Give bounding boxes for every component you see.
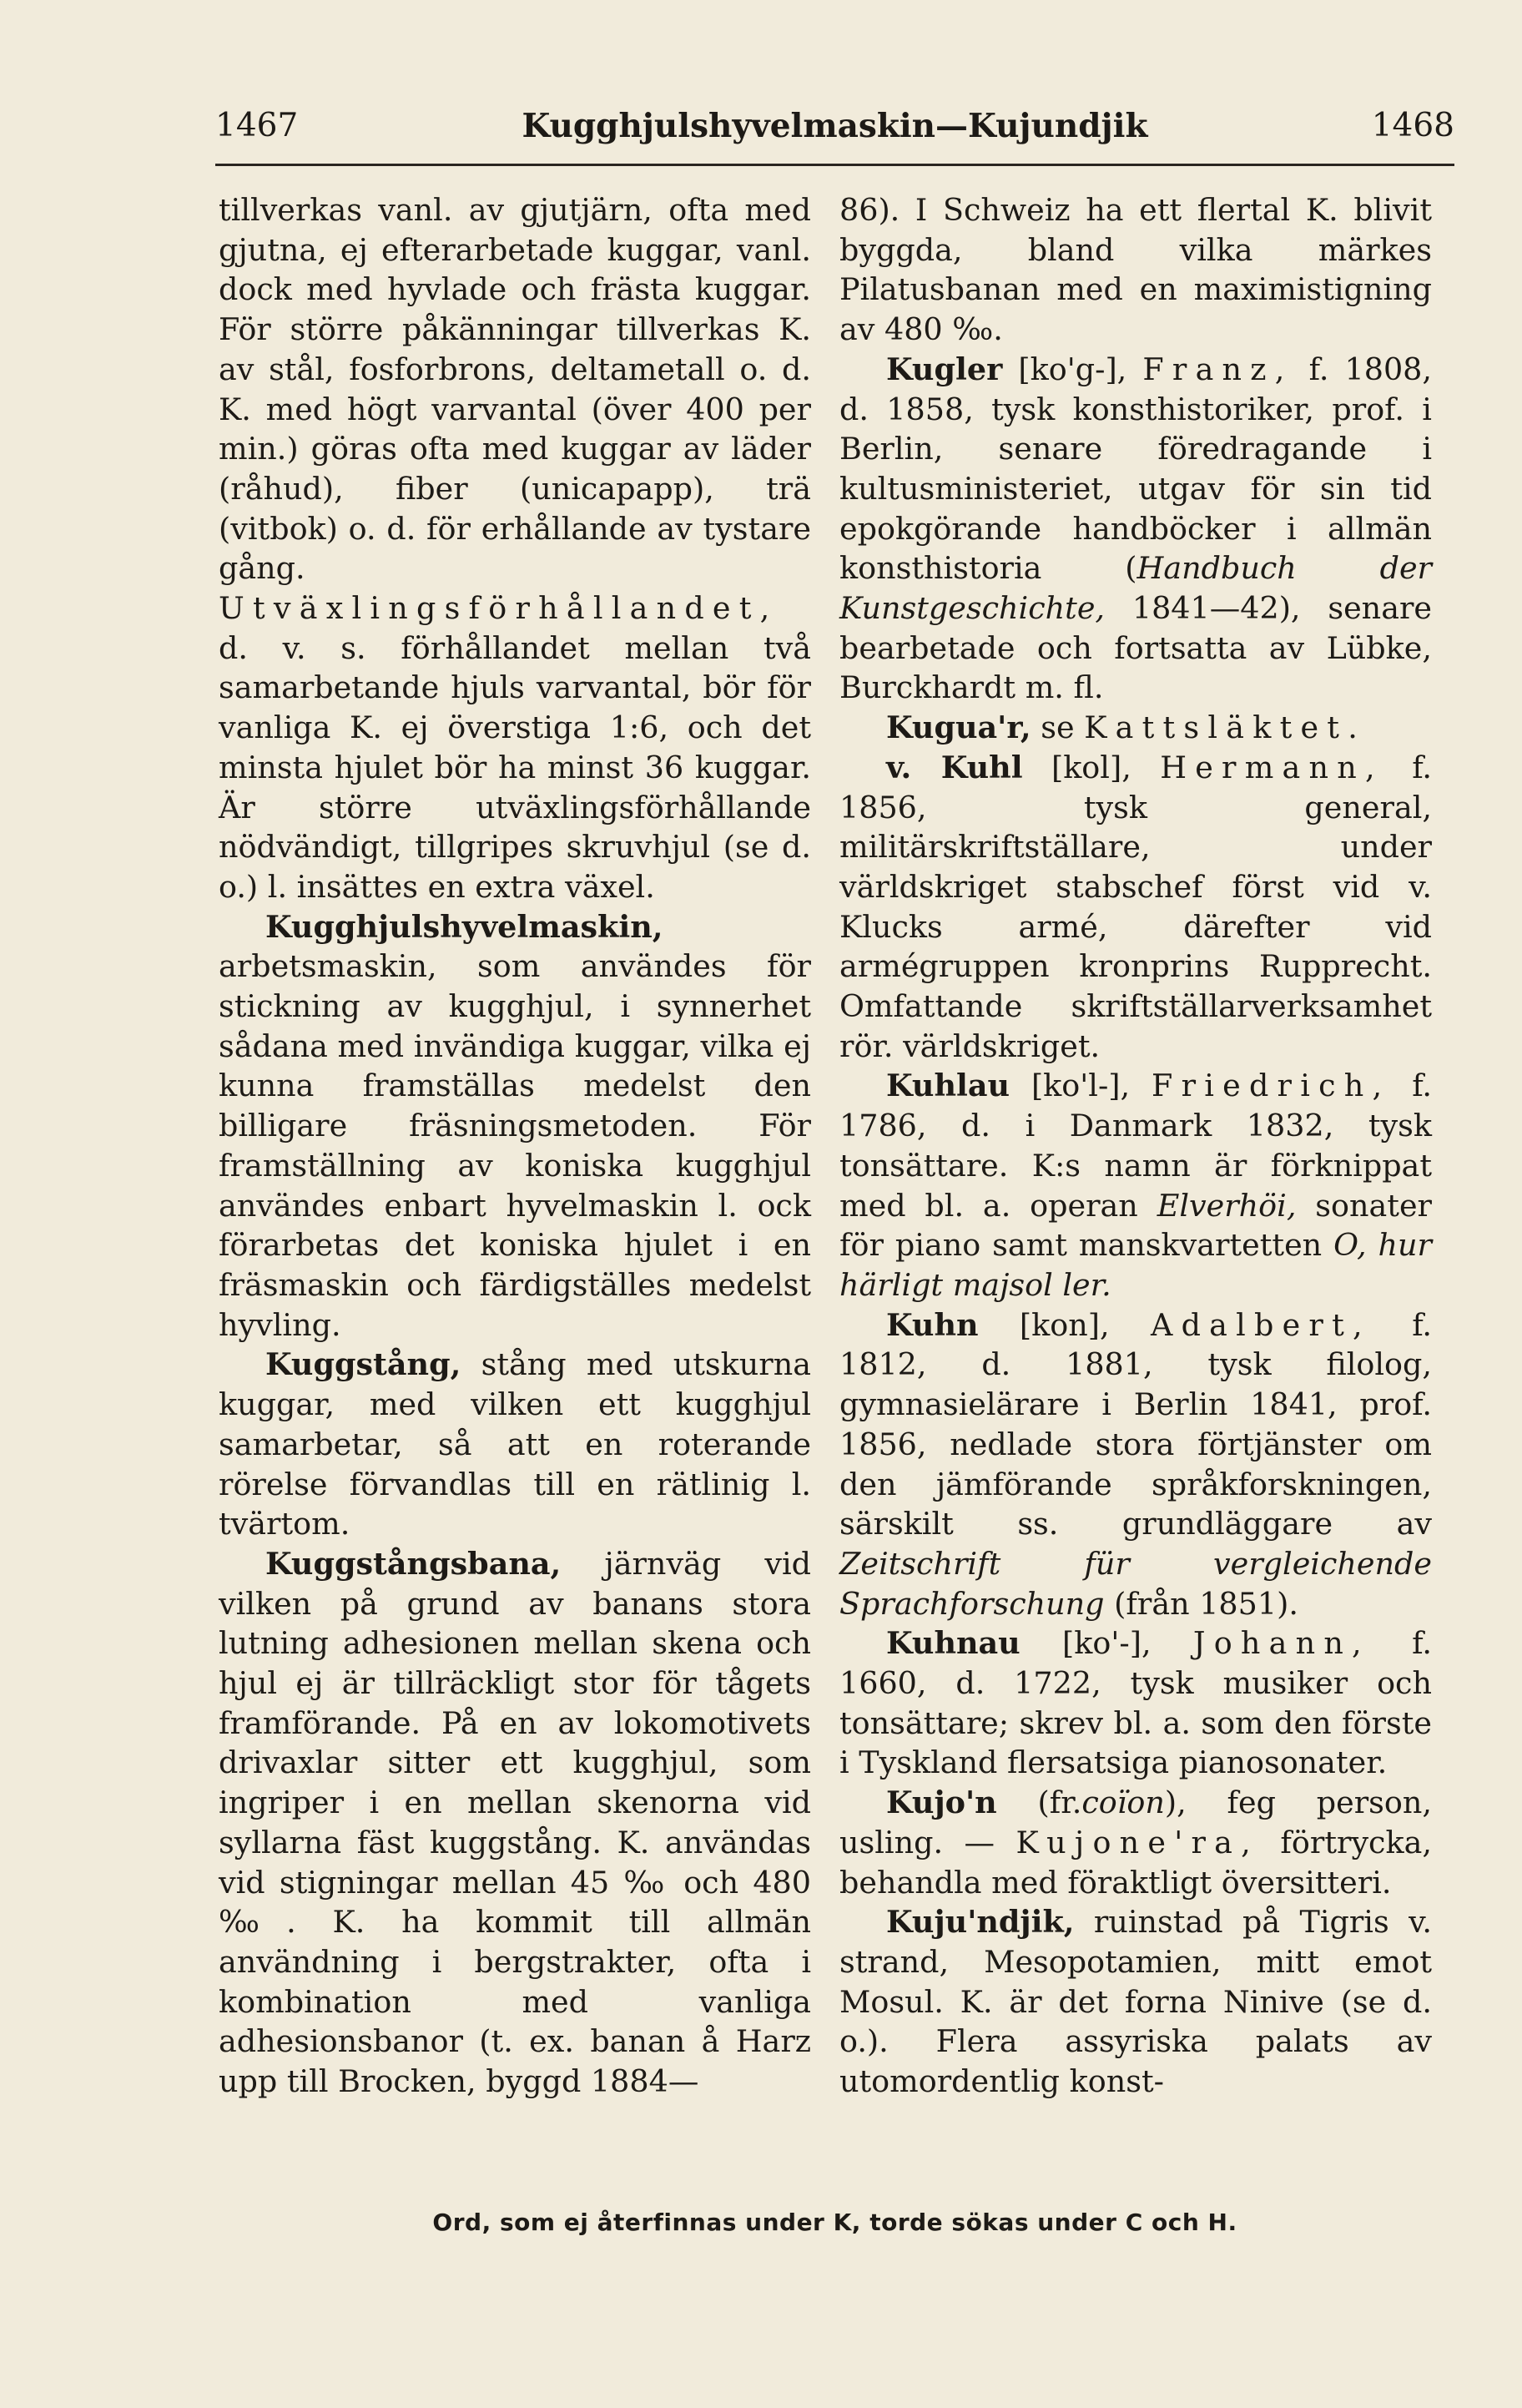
paragraph-text: d. v. s. förhållandet mellan två samarbetande hjuls varvantal, bör för vanliga K. ej överstiga 1:6, och det minsta hjulet bör ha minst 36 kuggar. Är större utväxlingsförhållande nödvändigt, tillgripes skruvhjul (se d. o.) l. insättes en extra växel. [219, 629, 811, 905]
entry-kuhlau [839, 1066, 1432, 1305]
entry-kugler [839, 350, 1432, 708]
entry-text: f. 1856, tysk general, militärskriftställare, under världskriget stabschef först vid v. Klucks armé, därefter vid armégruppen kronprins Rupprecht. Omfattande skriftställarverksamhet rör. världskriget. [839, 749, 1433, 1064]
right-column [839, 190, 1432, 2102]
entry-text: förtrycka, behandla med föraktligt översitteri. [839, 1824, 1432, 1901]
headword: Kugghjulshyvelmaskin, [265, 908, 663, 945]
page-number-right: 1468 [1371, 107, 1454, 144]
paragraph-text: 86). I Schweiz ha ett flertal K. blivit byggda, bland vilka märkes Pilatusbanan med en maximistigning av 480 ‰. [839, 192, 1432, 348]
headword: v. Kuhl [886, 749, 1023, 785]
entry-text: ), feg person, usling. — [839, 1785, 1432, 1860]
entry-kujon [839, 1783, 1432, 1902]
headword: Kugua'r, [886, 709, 1031, 746]
spaced-term: Utväxlingsförhållandet, [219, 590, 779, 627]
running-title: Kugghjulshyvelmaskin—Kujundjik [522, 107, 1148, 145]
entry-text: ruinstad på Tigris v. strand, Mesopotamien, mitt emot Mosul. K. är det forna Ninive (se d. o.). Flera assyriska palats av utomordentlig konst- [839, 1904, 1432, 2100]
entry-kujundjik [839, 1902, 1432, 2102]
entry-text: f. 1786, d. i Danmark 1832, tysk tonsättare. K:s namn är förknippat med bl. a. operan [839, 1068, 1433, 1224]
headword: Kuggstång, [265, 1346, 461, 1383]
entry-kuggstangsbana [219, 1544, 811, 2102]
page-number-left: 1467 [215, 107, 299, 144]
headword: Kuhlau [886, 1068, 1010, 1104]
entry-text: arbetsmaskin, som användes för stickning av kugghjul, i synnerhet sådana med invändiga kuggar, vilka ej kunna framställas medelst den billigare fräsningsmetoden. För framställning av koniska kugghjul användes enbart hyvelmaskin l. ock förarbetas det koniska hjulet i en fräsmaskin och färdigställes medelst hyvling. [219, 948, 811, 1343]
entry-text: f. 1812, d. 1881, tysk filolog, gymnasielärare i Berlin 1841, prof. 1856, nedlade stora förtjänster om den jämförande språkforskningen, särskilt ss. grundläggare av [839, 1306, 1432, 1542]
spaced-name: Johann, [1192, 1625, 1370, 1662]
pronunciation: [ko'l-], [1031, 1068, 1131, 1104]
entry-kuggstang [219, 1345, 811, 1544]
italic-title: Zeitschrift für vergleichende Sprachforschung [839, 1545, 1432, 1622]
entry-kuhn [839, 1305, 1432, 1624]
entry-text: f. 1660, d. 1722, tysk musiker och tonsättare; skrev bl. a. som den förste i Tyskland flersatsiga pianosonater. [839, 1625, 1432, 1781]
entry-text: järnväg vid vilken på grund av banans stora lutning adhesionen mellan skena och hjul ej är tillräckligt stor för tågets framförande. På en av lokomotivets drivaxlar sitter ett kugghjul, som ingriper i en mellan skenorna vid syllarna fäst kuggstång. K. användas vid stigningar mellan 45 ‰ och 480 ‰. K. ha kommit till allmän användning i bergstrakter, ofta i kombination med vanliga adhesionsbanor (t. ex. banan å Harz upp till Brocken, byggd 1884— [219, 1545, 811, 2100]
pronunciation: [ko'g-], [1018, 351, 1127, 387]
spaced-name: Franz, [1142, 351, 1293, 387]
italic-title: O, hur härligt majsol ler. [839, 1227, 1432, 1303]
running-header [215, 107, 1454, 157]
entry-kuhnau [839, 1623, 1432, 1783]
header-rule [215, 164, 1454, 166]
entry-kugghjulshyvelmaskin [219, 907, 811, 1345]
spaced-name: Friedrich, [1152, 1068, 1391, 1104]
entry-kuhl [839, 748, 1432, 1067]
entry-text: (från 1851). [1114, 1585, 1298, 1622]
entry-text: stång med utskurna kuggar, med vilken ett kugghjul samarbetar, så att en roterande rörelse förvandlas till en rätlinig l. tvärtom. [219, 1346, 812, 1542]
cross-ref-word: se [1041, 709, 1075, 746]
footer-note: Ord, som ej återfinnas under K, torde sökas under C och H. [432, 2209, 1237, 2236]
italic-title: Elverhöi, [1157, 1187, 1297, 1224]
spaced-term: Kattsläktet. [1084, 709, 1367, 746]
headword: Kuhnau [886, 1625, 1021, 1662]
headword: Kuhn [886, 1306, 979, 1343]
italic-word: coïon [1081, 1785, 1165, 1821]
pronunciation: [ko'-], [1062, 1625, 1152, 1662]
headword: Kujo'n [886, 1785, 997, 1821]
continued-paragraph [839, 190, 1432, 350]
spaced-name: Adalbert, [1150, 1306, 1371, 1343]
headword: Kugler [886, 351, 1003, 387]
spaced-name: Hermann, [1160, 749, 1383, 785]
entry-text: f. 1808, d. 1858, tysk konsthistoriker, prof. i Berlin, senare föredragande i kultusministeriet, utgav för sin tid epokgörande handböcker i allmän konsthistoria ( [839, 351, 1432, 587]
entry-text: sonater för piano samt manskvartetten [839, 1187, 1432, 1264]
left-column [219, 190, 811, 2102]
etymology: (fr. [1037, 1785, 1082, 1821]
continued-paragraph [219, 190, 811, 907]
pronunciation: [kon], [1019, 1306, 1110, 1343]
spaced-term: Kujone'ra, [1016, 1824, 1259, 1860]
italic-title: Handbuch der Kunstgeschichte, [839, 550, 1432, 627]
paragraph-text: tillverkas vanl. av gjutjärn, ofta med gjutna, ej efterarbetade kuggar, vanl. dock med hyvlade och frästa kuggar. För större påkänningar tillverkas K. av stål, fosforbrons, deltametall o. d. K. med högt varvantal (över 400 per min.) göras ofta med kuggar av läder (råhud), fiber (unicapapp), trä (vitbok) o. d. för erhållande av tystare gång. [219, 192, 811, 587]
entry-kuguar [839, 708, 1432, 748]
headword: Kuggstångsbana, [265, 1545, 562, 1582]
entry-text: 1841—42), senare bearbetade och fortsatta av Lübke, Burckhardt m. fl. [839, 590, 1432, 706]
headword: Kuju'ndjik, [886, 1904, 1075, 1941]
pronunciation: [kol], [1051, 749, 1131, 785]
